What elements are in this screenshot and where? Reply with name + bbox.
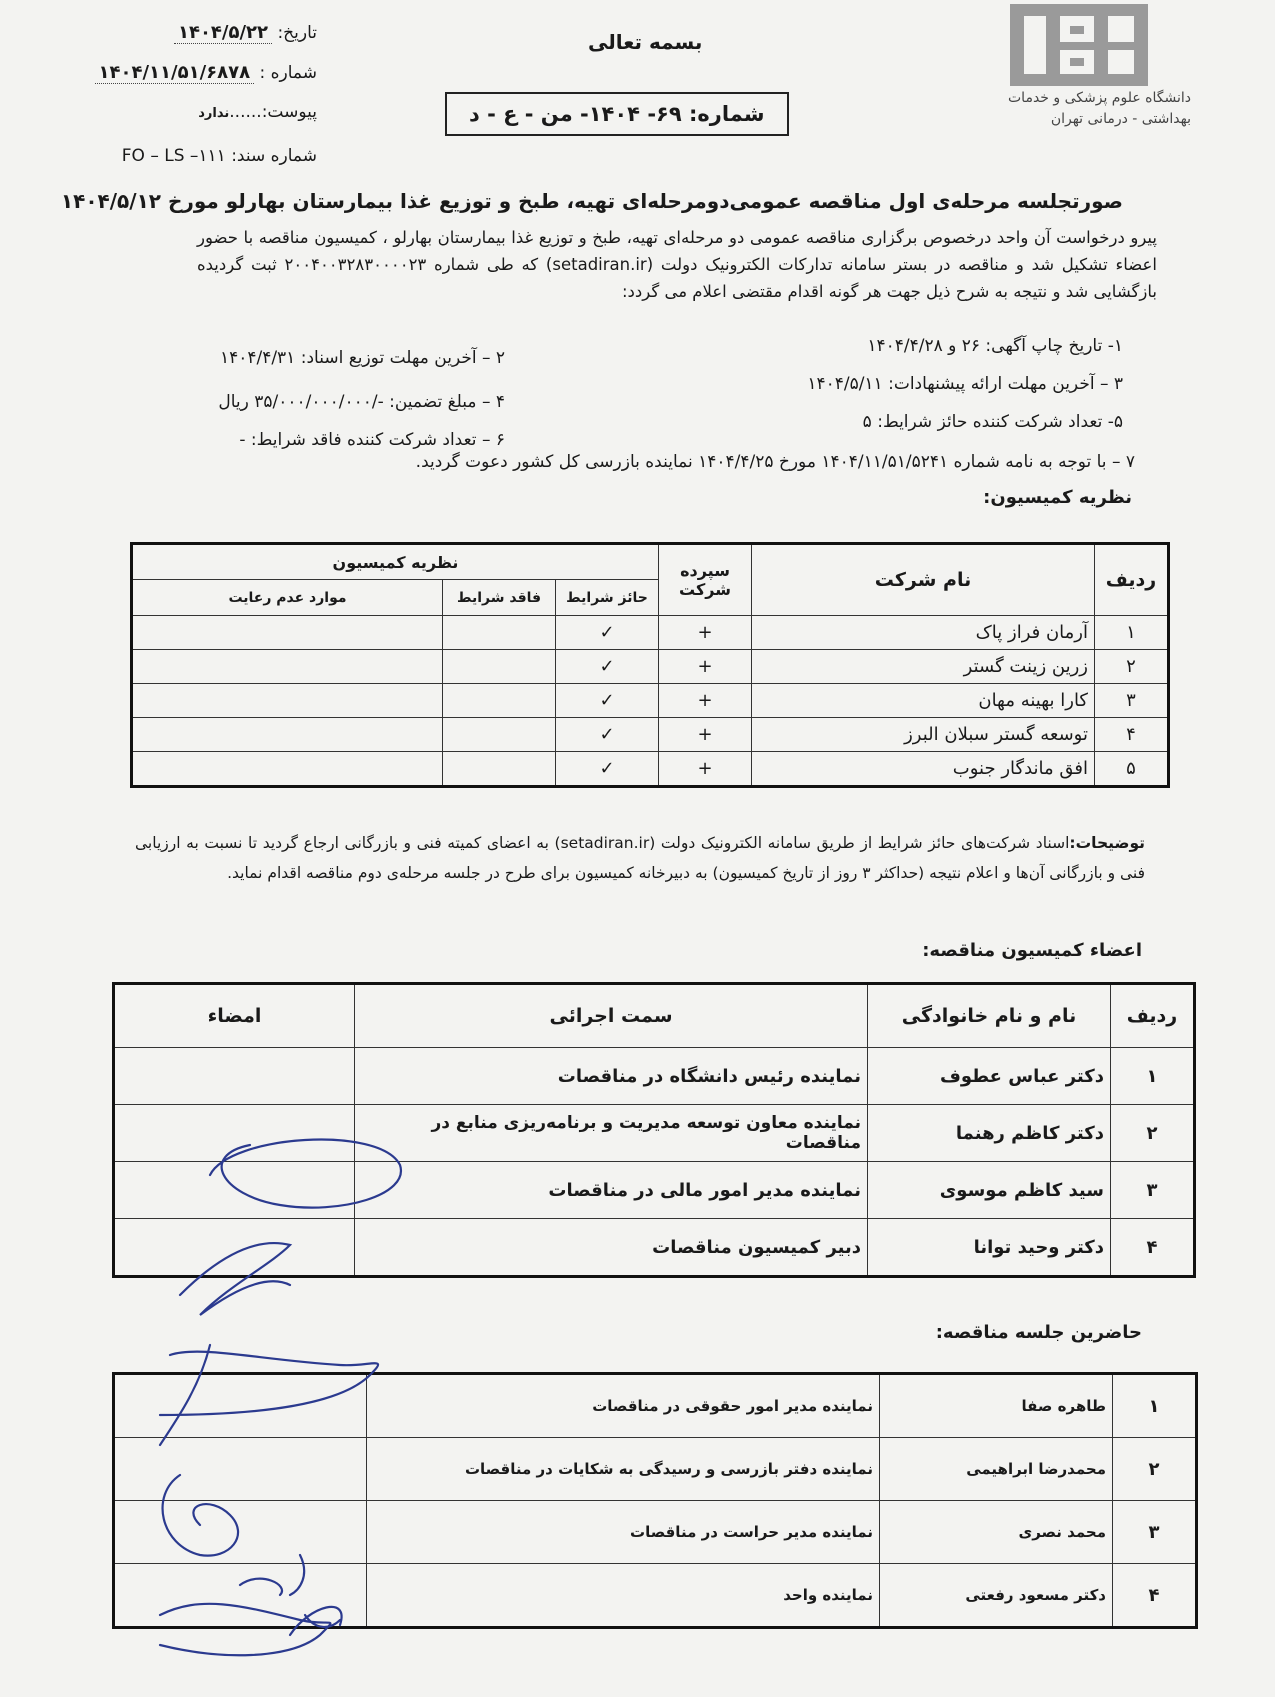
item-1: ۱- تاریخ چاپ آگهی: ۲۶ و ۱۴۰۴/۴/۲۸ [867, 336, 1123, 356]
member-name: دکتر عباس عطوف [868, 1048, 1111, 1105]
notes-paragraph [135, 828, 1145, 888]
table-row: ۲ محمدرضا ابراهیمی نماینده دفتر بازرسی و رسیدگی به شکایات در مناقصات [114, 1438, 1197, 1501]
companies-table [130, 542, 1170, 788]
table-row: ۱ آرمان فراز پاک + ✓ [132, 616, 1169, 650]
commission-opinion-heading: نظریه کمیسیون: [983, 487, 1132, 508]
check-icon: ✓ [556, 650, 659, 684]
attendee-role: نماینده مدیر حراست در مناقصات [367, 1501, 880, 1564]
attendee-role: نماینده مدیر امور حقوقی در مناقصات [367, 1374, 880, 1438]
check-icon: ✓ [556, 752, 659, 787]
university-name: دانشگاه علوم پزشکی و خدمات بهداشتی - درمانی تهران [1008, 90, 1191, 127]
item-5: ۵- تعداد شرکت کننده حائز شرایط: ۵ [862, 412, 1123, 432]
header-qualified: حائز شرایط [556, 580, 659, 616]
header-noncompliance: موارد عدم رعایت [132, 580, 443, 616]
member-role: نماینده معاون توسعه مدیریت و برنامه‌ریزی منابع در مناقصات [355, 1105, 868, 1162]
company-name: کارا بهینه مهان [752, 684, 1095, 718]
handwritten-signatures-icon [140, 1115, 440, 1675]
members-heading: اعضاء کمیسیون مناقصه: [922, 940, 1142, 961]
date-value: ۱۴۰۴/۵/۲۲ [174, 22, 272, 44]
company-name: افق ماندگار جنوب [752, 752, 1095, 787]
attendee-role: نماینده دفتر بازرسی و رسیدگی به شکایات در مناقصات [367, 1438, 880, 1501]
item-7: ۷ – با توجه به نامه شماره ۱۴۰۴/۱۱/۵۱/۵۲۴۱ مورخ ۱۴۰۴/۴/۲۵ نماینده بازرسی کل کشور دعوت گردید. [415, 452, 1135, 472]
table-row: ۴ دکتر مسعود رفعتی نماینده واحد [114, 1564, 1197, 1628]
notes-text: اسناد شرکت‌های حائز شرایط از طریق سامانه الکترونیک دولت (setadiran.ir) به اعضای کمیته فنی و بازرگانی ارجاع گردید تا نسبت به ارزیابی فنی و بازرگانی آن‌ها و اعلام نتیجه (حداکثر ۳ روز از تاریخ کمیسیون) به دبیرخانه کمیسیون برای طرح در جلسه مرحله‌ی دوم مناقصه اقدام نماید. [135, 834, 1145, 882]
header-commission-opinion: نظریه کمیسیون [132, 544, 659, 580]
company-name: آرمان فراز پاک [752, 616, 1095, 650]
check-icon: ✓ [556, 718, 659, 752]
number-value: ۱۴۰۴/۱۱/۵۱/۶۸۷۸ [95, 62, 255, 84]
number-line: شماره : ۱۴۰۴/۱۱/۵۱/۶۸۷۸ [95, 62, 317, 83]
table-row: ۱ دکتر عباس عطوف نماینده رئیس دانشگاه در مناقصات [114, 1048, 1195, 1105]
doc-number-value: FO – LS –۱۱۱ [121, 146, 226, 166]
attendee-name: دکتر مسعود رفعتی [880, 1564, 1113, 1628]
table-row: ۳ کارا بهینه مهان + ✓ [132, 684, 1169, 718]
header-full-name: نام و نام خانوادگی [868, 984, 1111, 1048]
item-2: ۲ – آخرین مهلت توزیع اسناد: ۱۴۰۴/۴/۳۱ [219, 348, 505, 368]
member-name: دکتر کاظم رهنما [868, 1105, 1111, 1162]
attendee-role: نماینده واحد [367, 1564, 880, 1628]
attendee-name: طاهره صفا [880, 1374, 1113, 1438]
header-unqualified: فاقد شرایط [443, 580, 556, 616]
date-line: تاریخ: ۱۴۰۴/۵/۲۲ [174, 22, 317, 43]
letter-number-box: شماره: ۶۹- ۱۴۰۴- من - ع - د [445, 92, 789, 136]
notes-label: توضیحات: [1069, 834, 1145, 852]
basmala: بسمه تعالی [588, 30, 703, 54]
table-row: ۱ طاهره صفا نماینده مدیر امور حقوقی در مناقصات [114, 1374, 1197, 1438]
member-name: دکتر وحید توانا [868, 1219, 1111, 1277]
table-row: ۵ افق ماندگار جنوب + ✓ [132, 752, 1169, 787]
member-role: نماینده مدیر امور مالی در مناقصات [355, 1162, 868, 1219]
table-row: ۳ سید کاظم موسوی نماینده مدیر امور مالی در مناقصات [114, 1162, 1195, 1219]
table-row: ۲ دکتر کاظم رهنما نماینده معاون توسعه مدیریت و برنامه‌ریزی منابع در مناقصات [114, 1105, 1195, 1162]
company-name: توسعه گستر سبلان البرز [752, 718, 1095, 752]
attendee-name: محمد نصری [880, 1501, 1113, 1564]
member-role: نماینده رئیس دانشگاه در مناقصات [355, 1048, 868, 1105]
document-title: صورتجلسه مرحله‌ی اول مناقصه عمومی‌دومرحله‌ای تهیه، طبخ و توزیع غذا بیمارستان بهارلو مورخ ۱۴۰۴/۵/۱۲ [60, 189, 1123, 213]
header-signature: امضاء [114, 984, 355, 1048]
table-row: ۳ محمد نصری نماینده مدیر حراست در مناقصات [114, 1501, 1197, 1564]
doc-number-line: شماره سند: FO – LS –۱۱۱ [121, 146, 317, 166]
attachment-line: پیوست:......ندارد [198, 102, 317, 122]
table-row: ۲ زرین زینت گستر + ✓ [132, 650, 1169, 684]
company-name: زرین زینت گستر [752, 650, 1095, 684]
header-row-number: ردیف [1095, 544, 1169, 616]
attendees-heading: حاضرین جلسه مناقصه: [935, 1322, 1142, 1343]
table-row: ۴ دکتر وحید توانا دبیر کمیسیون مناقصات [114, 1219, 1195, 1277]
header-row-number: ردیف [1111, 984, 1195, 1048]
member-name: سید کاظم موسوی [868, 1162, 1111, 1219]
header-role: سمت اجرائی [355, 984, 868, 1048]
item-3: ۳ – آخرین مهلت ارائه پیشنهادات: ۱۴۰۴/۵/۱۱ [807, 374, 1123, 394]
header-deposit: سپرده شرکت [659, 544, 752, 616]
member-role: دبیر کمیسیون مناقصات [355, 1219, 868, 1277]
item-6: ۶ – تعداد شرکت کننده فاقد شرایط: - [239, 430, 505, 450]
signature-cell [114, 1048, 355, 1105]
check-icon: ✓ [556, 684, 659, 718]
attendee-name: محمدرضا ابراهیمی [880, 1438, 1113, 1501]
intro-paragraph: پیرو درخواست آن واحد درخصوص برگزاری مناقصه عمومی دو مرحله‌ای تهیه، طبخ و توزیع غذا بیمارستان بهارلو ، کمیسیون مناقصه با حضور اعضاء تشکیل شد و مناقصه در بستر سامانه تدارکات الکترونیک دولت (setadiran.ir) که طی شماره ۲۰۰۴۰۰۳۲۸۳۰۰۰۰۲۳ ثبت گردیده بازگشایی شد و نتیجه به شرح ذیل جهت هر گونه اقدام مقتضی اعلام می گردد: [197, 228, 1157, 301]
item-4: ۴ – مبلغ تضمین: -/۳۵/۰۰۰/۰۰۰/۰۰۰ ریال [218, 392, 505, 412]
table-row: ۴ توسعه گستر سبلان البرز + ✓ [132, 718, 1169, 752]
university-logo-icon [1010, 4, 1148, 86]
attachment-value: ندارد [198, 106, 230, 121]
check-icon: ✓ [556, 616, 659, 650]
header-company-name: نام شرکت [752, 544, 1095, 616]
